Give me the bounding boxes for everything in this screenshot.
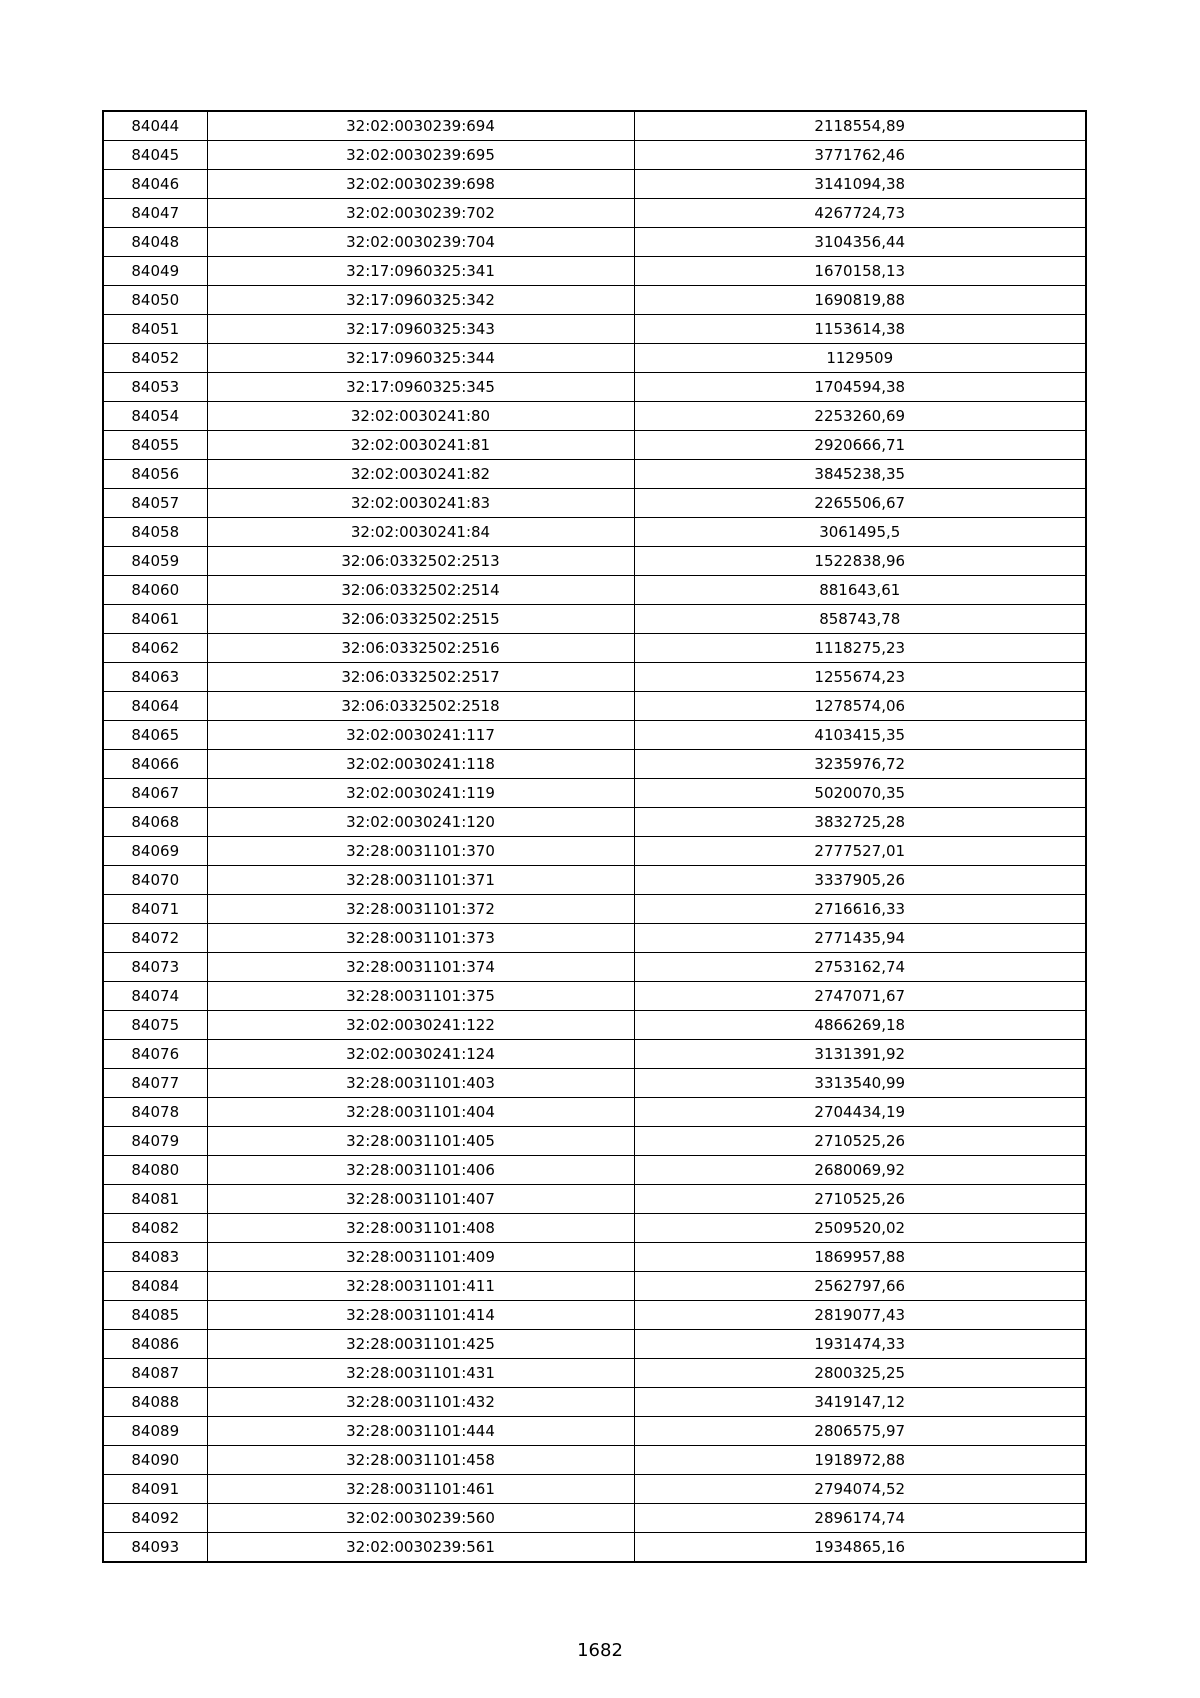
row-number-cell: 84048 — [103, 228, 207, 257]
row-number-cell: 84069 — [103, 837, 207, 866]
value-cell: 3061495,5 — [634, 518, 1086, 547]
cadastral-number-cell: 32:28:0031101:371 — [207, 866, 634, 895]
row-number-cell: 84054 — [103, 402, 207, 431]
cadastral-number-cell: 32:28:0031101:425 — [207, 1330, 634, 1359]
value-cell: 3104356,44 — [634, 228, 1086, 257]
value-cell: 2819077,43 — [634, 1301, 1086, 1330]
table-row — [103, 779, 1086, 808]
value-cell: 4103415,35 — [634, 721, 1086, 750]
table-row — [103, 1475, 1086, 1504]
cadastral-number-cell: 32:02:0030239:704 — [207, 228, 634, 257]
value-cell: 2680069,92 — [634, 1156, 1086, 1185]
table-row — [103, 1040, 1086, 1069]
cadastral-number-cell: 32:06:0332502:2516 — [207, 634, 634, 663]
table-row — [103, 489, 1086, 518]
row-number-cell: 84068 — [103, 808, 207, 837]
cadastral-number-cell: 32:02:0030239:698 — [207, 170, 634, 199]
cadastral-value-table — [102, 110, 1087, 1563]
row-number-cell: 84049 — [103, 257, 207, 286]
cadastral-number-cell: 32:28:0031101:375 — [207, 982, 634, 1011]
table-row — [103, 663, 1086, 692]
table-row — [103, 199, 1086, 228]
value-cell: 1869957,88 — [634, 1243, 1086, 1272]
row-number-cell: 84046 — [103, 170, 207, 199]
cadastral-number-cell: 32:02:0030241:83 — [207, 489, 634, 518]
table-row — [103, 1069, 1086, 1098]
value-cell: 1931474,33 — [634, 1330, 1086, 1359]
value-cell: 3832725,28 — [634, 808, 1086, 837]
cadastral-number-cell: 32:28:0031101:405 — [207, 1127, 634, 1156]
table-row — [103, 1214, 1086, 1243]
row-number-cell: 84057 — [103, 489, 207, 518]
table-row — [103, 547, 1086, 576]
table-row — [103, 1243, 1086, 1272]
cadastral-number-cell: 32:02:0030241:118 — [207, 750, 634, 779]
row-number-cell: 84090 — [103, 1446, 207, 1475]
row-number-cell: 84083 — [103, 1243, 207, 1272]
row-number-cell: 84079 — [103, 1127, 207, 1156]
cadastral-number-cell: 32:28:0031101:431 — [207, 1359, 634, 1388]
table-row — [103, 1504, 1086, 1533]
cadastral-number-cell: 32:28:0031101:409 — [207, 1243, 634, 1272]
value-cell: 2747071,67 — [634, 982, 1086, 1011]
table-row — [103, 257, 1086, 286]
value-cell: 2794074,52 — [634, 1475, 1086, 1504]
table-row — [103, 924, 1086, 953]
row-number-cell: 84044 — [103, 111, 207, 141]
cadastral-number-cell: 32:02:0030239:695 — [207, 141, 634, 170]
cadastral-number-cell: 32:28:0031101:372 — [207, 895, 634, 924]
value-cell: 3131391,92 — [634, 1040, 1086, 1069]
row-number-cell: 84058 — [103, 518, 207, 547]
table-row — [103, 111, 1086, 141]
cadastral-number-cell: 32:02:0030241:124 — [207, 1040, 634, 1069]
cadastral-number-cell: 32:28:0031101:408 — [207, 1214, 634, 1243]
value-cell: 4267724,73 — [634, 199, 1086, 228]
row-number-cell: 84063 — [103, 663, 207, 692]
page-number: 1682 — [577, 1640, 623, 1661]
value-cell: 3337905,26 — [634, 866, 1086, 895]
value-cell: 5020070,35 — [634, 779, 1086, 808]
value-cell: 3419147,12 — [634, 1388, 1086, 1417]
row-number-cell: 84073 — [103, 953, 207, 982]
table-row — [103, 1127, 1086, 1156]
table-row — [103, 1156, 1086, 1185]
table-row — [103, 518, 1086, 547]
value-cell: 1118275,23 — [634, 634, 1086, 663]
table-row — [103, 460, 1086, 489]
cadastral-number-cell: 32:02:0030241:84 — [207, 518, 634, 547]
cadastral-number-cell: 32:02:0030239:560 — [207, 1504, 634, 1533]
row-number-cell: 84067 — [103, 779, 207, 808]
value-cell: 1704594,38 — [634, 373, 1086, 402]
cadastral-number-cell: 32:02:0030241:117 — [207, 721, 634, 750]
value-cell: 3771762,46 — [634, 141, 1086, 170]
cadastral-number-cell: 32:28:0031101:404 — [207, 1098, 634, 1127]
cadastral-number-cell: 32:02:0030241:81 — [207, 431, 634, 460]
row-number-cell: 84086 — [103, 1330, 207, 1359]
cadastral-number-cell: 32:02:0030241:120 — [207, 808, 634, 837]
value-cell: 858743,78 — [634, 605, 1086, 634]
row-number-cell: 84072 — [103, 924, 207, 953]
value-cell: 2704434,19 — [634, 1098, 1086, 1127]
cadastral-number-cell: 32:02:0030239:561 — [207, 1533, 634, 1563]
row-number-cell: 84092 — [103, 1504, 207, 1533]
cadastral-number-cell: 32:06:0332502:2513 — [207, 547, 634, 576]
row-number-cell: 84051 — [103, 315, 207, 344]
table-row — [103, 1330, 1086, 1359]
row-number-cell: 84085 — [103, 1301, 207, 1330]
table-row — [103, 315, 1086, 344]
table-row — [103, 373, 1086, 402]
row-number-cell: 84074 — [103, 982, 207, 1011]
value-cell: 1255674,23 — [634, 663, 1086, 692]
table-row — [103, 1359, 1086, 1388]
row-number-cell: 84088 — [103, 1388, 207, 1417]
table-row — [103, 895, 1086, 924]
table-row — [103, 1301, 1086, 1330]
row-number-cell: 84075 — [103, 1011, 207, 1040]
cadastral-number-cell: 32:28:0031101:444 — [207, 1417, 634, 1446]
value-cell: 4866269,18 — [634, 1011, 1086, 1040]
row-number-cell: 84070 — [103, 866, 207, 895]
table-row — [103, 866, 1086, 895]
table-row — [103, 750, 1086, 779]
table-row — [103, 953, 1086, 982]
value-cell: 881643,61 — [634, 576, 1086, 605]
cadastral-number-cell: 32:28:0031101:461 — [207, 1475, 634, 1504]
cadastral-number-cell: 32:17:0960325:342 — [207, 286, 634, 315]
table-row — [103, 1417, 1086, 1446]
row-number-cell: 84053 — [103, 373, 207, 402]
table-row — [103, 1011, 1086, 1040]
value-cell: 2265506,67 — [634, 489, 1086, 518]
value-cell: 2118554,89 — [634, 111, 1086, 141]
value-cell: 2896174,74 — [634, 1504, 1086, 1533]
value-cell: 1690819,88 — [634, 286, 1086, 315]
cadastral-number-cell: 32:06:0332502:2514 — [207, 576, 634, 605]
row-number-cell: 84065 — [103, 721, 207, 750]
value-cell: 2509520,02 — [634, 1214, 1086, 1243]
row-number-cell: 84050 — [103, 286, 207, 315]
row-number-cell: 84064 — [103, 692, 207, 721]
row-number-cell: 84077 — [103, 1069, 207, 1098]
value-cell: 2771435,94 — [634, 924, 1086, 953]
value-cell: 1129509 — [634, 344, 1086, 373]
value-cell: 2716616,33 — [634, 895, 1086, 924]
cadastral-number-cell: 32:28:0031101:370 — [207, 837, 634, 866]
cadastral-number-cell: 32:02:0030241:122 — [207, 1011, 634, 1040]
row-number-cell: 84056 — [103, 460, 207, 489]
table-row — [103, 170, 1086, 199]
value-cell: 3845238,35 — [634, 460, 1086, 489]
row-number-cell: 84078 — [103, 1098, 207, 1127]
value-cell: 3235976,72 — [634, 750, 1086, 779]
row-number-cell: 84087 — [103, 1359, 207, 1388]
row-number-cell: 84061 — [103, 605, 207, 634]
cadastral-number-cell: 32:28:0031101:373 — [207, 924, 634, 953]
cadastral-number-cell: 32:06:0332502:2518 — [207, 692, 634, 721]
table-body — [103, 111, 1086, 1562]
row-number-cell: 84080 — [103, 1156, 207, 1185]
cadastral-number-cell: 32:06:0332502:2515 — [207, 605, 634, 634]
cadastral-number-cell: 32:28:0031101:374 — [207, 953, 634, 982]
value-cell: 2800325,25 — [634, 1359, 1086, 1388]
row-number-cell: 84071 — [103, 895, 207, 924]
value-cell: 2710525,26 — [634, 1185, 1086, 1214]
row-number-cell: 84066 — [103, 750, 207, 779]
value-cell: 1278574,06 — [634, 692, 1086, 721]
table-row — [103, 1185, 1086, 1214]
table-row — [103, 605, 1086, 634]
cadastral-number-cell: 32:28:0031101:407 — [207, 1185, 634, 1214]
row-number-cell: 84081 — [103, 1185, 207, 1214]
cadastral-number-cell: 32:17:0960325:344 — [207, 344, 634, 373]
value-cell: 3313540,99 — [634, 1069, 1086, 1098]
row-number-cell: 84059 — [103, 547, 207, 576]
table-row — [103, 141, 1086, 170]
table-row — [103, 431, 1086, 460]
cadastral-number-cell: 32:02:0030241:80 — [207, 402, 634, 431]
cadastral-number-cell: 32:28:0031101:458 — [207, 1446, 634, 1475]
row-number-cell: 84052 — [103, 344, 207, 373]
cadastral-number-cell: 32:17:0960325:345 — [207, 373, 634, 402]
table-row — [103, 286, 1086, 315]
table-row — [103, 576, 1086, 605]
value-cell: 2806575,97 — [634, 1417, 1086, 1446]
value-cell: 1522838,96 — [634, 547, 1086, 576]
row-number-cell: 84045 — [103, 141, 207, 170]
value-cell: 3141094,38 — [634, 170, 1086, 199]
row-number-cell: 84055 — [103, 431, 207, 460]
table-row — [103, 692, 1086, 721]
cadastral-number-cell: 32:06:0332502:2517 — [207, 663, 634, 692]
table-row — [103, 1533, 1086, 1563]
cadastral-number-cell: 32:28:0031101:414 — [207, 1301, 634, 1330]
table-row — [103, 1388, 1086, 1417]
row-number-cell: 84093 — [103, 1533, 207, 1563]
cadastral-number-cell: 32:28:0031101:403 — [207, 1069, 634, 1098]
table-row — [103, 982, 1086, 1011]
cadastral-number-cell: 32:17:0960325:341 — [207, 257, 634, 286]
table-row — [103, 721, 1086, 750]
cadastral-number-cell: 32:02:0030239:694 — [207, 111, 634, 141]
value-cell: 1670158,13 — [634, 257, 1086, 286]
table-row — [103, 1272, 1086, 1301]
value-cell: 1918972,88 — [634, 1446, 1086, 1475]
cadastral-number-cell: 32:28:0031101:411 — [207, 1272, 634, 1301]
value-cell: 1153614,38 — [634, 315, 1086, 344]
table-row — [103, 402, 1086, 431]
table-row — [103, 1446, 1086, 1475]
value-cell: 2753162,74 — [634, 953, 1086, 982]
row-number-cell: 84060 — [103, 576, 207, 605]
cadastral-number-cell: 32:28:0031101:406 — [207, 1156, 634, 1185]
cadastral-number-cell: 32:28:0031101:432 — [207, 1388, 634, 1417]
cadastral-number-cell: 32:17:0960325:343 — [207, 315, 634, 344]
row-number-cell: 84062 — [103, 634, 207, 663]
row-number-cell: 84091 — [103, 1475, 207, 1504]
row-number-cell: 84076 — [103, 1040, 207, 1069]
value-cell: 2777527,01 — [634, 837, 1086, 866]
cadastral-number-cell: 32:02:0030241:119 — [207, 779, 634, 808]
table-row — [103, 634, 1086, 663]
cadastral-number-cell: 32:02:0030241:82 — [207, 460, 634, 489]
table-row — [103, 344, 1086, 373]
value-cell: 2562797,66 — [634, 1272, 1086, 1301]
table-row — [103, 228, 1086, 257]
value-cell: 2253260,69 — [634, 402, 1086, 431]
cadastral-number-cell: 32:02:0030239:702 — [207, 199, 634, 228]
value-cell: 1934865,16 — [634, 1533, 1086, 1563]
row-number-cell: 84082 — [103, 1214, 207, 1243]
value-cell: 2920666,71 — [634, 431, 1086, 460]
table-row — [103, 1098, 1086, 1127]
row-number-cell: 84089 — [103, 1417, 207, 1446]
row-number-cell: 84084 — [103, 1272, 207, 1301]
row-number-cell: 84047 — [103, 199, 207, 228]
value-cell: 2710525,26 — [634, 1127, 1086, 1156]
table-row — [103, 837, 1086, 866]
table-row — [103, 808, 1086, 837]
